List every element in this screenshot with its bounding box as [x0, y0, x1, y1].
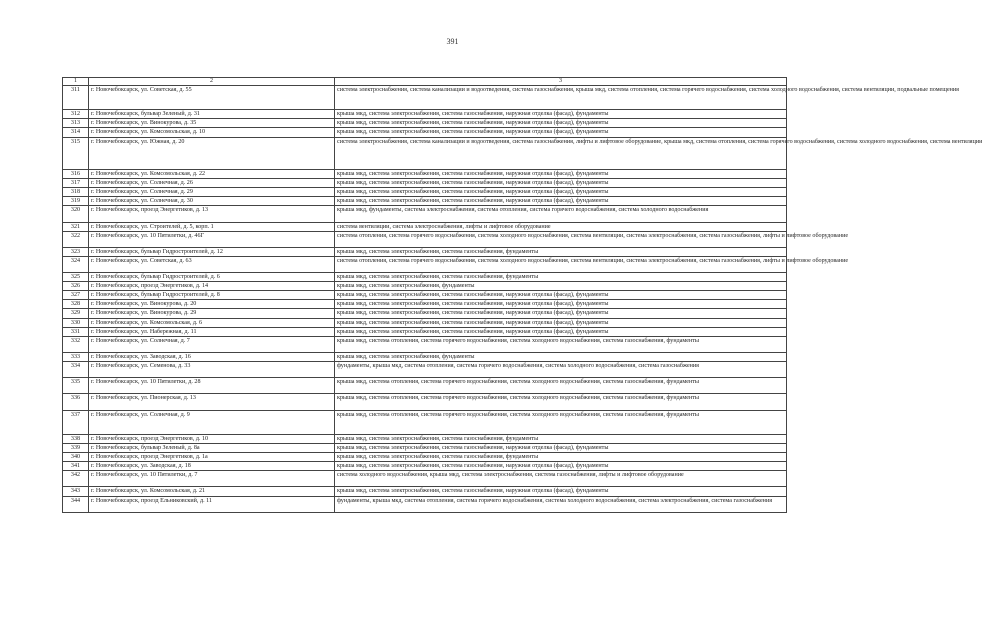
row-number: 341 — [63, 462, 89, 471]
row-works: крыша мкд, система отопления, система горячего водоснабжения, система холодного водоснабжения, система газоснабжения, фундаменты — [335, 394, 787, 410]
row-number: 338 — [63, 434, 89, 443]
row-address: г. Новочебоксарск, ул. Советская, д. 63 — [89, 256, 335, 272]
row-address: г. Новочебоксарск, проезд Энергетиков, д. 14 — [89, 282, 335, 291]
table-row — [63, 188, 787, 197]
row-works: крыша мкд, система электроснабжения, система газоснабжения, наружная отделка (фасад), фундаменты — [335, 291, 787, 300]
page-number: 391 — [446, 37, 459, 46]
table-body — [63, 86, 982, 513]
row-address: г. Новочебоксарск, проезд Энергетиков, д. 10 — [89, 434, 335, 443]
row-address: г. Новочебоксарск, ул. Заводская, д. 18 — [89, 462, 335, 471]
table-row — [63, 410, 787, 434]
table-row — [63, 128, 787, 137]
table-row — [63, 119, 787, 128]
row-address: г. Новочебоксарск, ул. Советская, д. 55 — [89, 86, 335, 110]
table-row — [63, 179, 787, 188]
table-row — [63, 462, 787, 471]
row-works: крыша мкд, система электроснабжения, система газоснабжения, наружная отделка (фасад), фундаменты — [335, 462, 787, 471]
row-number: 315 — [63, 137, 89, 169]
row-works: система холодного водоснабжения, крыша мкд, система электроснабжения, система газоснабжения, лифты и лифтовое оборудование — [335, 471, 787, 487]
row-works: крыша мкд, система электроснабжения, система газоснабжения, наружная отделка (фасад), фундаменты — [335, 188, 787, 197]
table-row — [63, 309, 787, 318]
header-col-1: 1 — [63, 78, 89, 86]
row-address: г. Новочебоксарск, ул. Комсомольская, д. 21 — [89, 487, 335, 496]
table-row — [63, 231, 787, 247]
header-col-3: 3 — [335, 78, 787, 86]
row-address: г. Новочебоксарск, ул. Винокурова, д. 35 — [89, 119, 335, 128]
table-row — [63, 247, 787, 256]
table-row — [63, 453, 787, 462]
row-address: г. Новочебоксарск, бульвар Зеленый, д. 31 — [89, 110, 335, 119]
row-address: г. Новочебоксарск, ул. Комсомольская, д. 6 — [89, 318, 335, 327]
row-number: 340 — [63, 453, 89, 462]
row-works: крыша мкд, система электроснабжения, система газоснабжения, наружная отделка (фасад), фундаменты — [335, 443, 787, 452]
table-row — [63, 197, 787, 206]
table-row — [63, 318, 787, 327]
row-works: крыша мкд, фундаменты, система электроснабжения, система отопления, система горячего водоснабжения, система холодного водоснабжения — [335, 206, 787, 222]
row-works: крыша мкд, система отопления, система горячего водоснабжения, система холодного водоснабжения, система газоснабжения, фундаменты — [335, 410, 787, 434]
row-number: 344 — [63, 496, 89, 512]
row-address: г. Новочебоксарск, ул. Комсомольская, д. 22 — [89, 169, 335, 178]
row-number: 321 — [63, 222, 89, 231]
row-number: 330 — [63, 318, 89, 327]
row-address: г. Новочебоксарск, ул. Винокурова, д. 20 — [89, 300, 335, 309]
row-number: 335 — [63, 378, 89, 394]
header-row — [63, 78, 787, 86]
row-number: 331 — [63, 327, 89, 336]
table-row — [63, 327, 787, 336]
row-works: крыша мкд, система электроснабжения, система газоснабжения, наружная отделка (фасад), фундаменты — [335, 197, 787, 206]
row-address: г. Новочебоксарск, ул. Южная, д. 20 — [89, 137, 335, 169]
row-address: г. Новочебоксарск, ул. Солнечная, д. 26 — [89, 179, 335, 188]
row-number: 318 — [63, 188, 89, 197]
row-address: г. Новочебоксарск, бульвар Зеленый, д. 8а — [89, 443, 335, 452]
table-row — [63, 362, 787, 378]
row-works: крыша мкд, система электроснабжения, система газоснабжения, наружная отделка (фасад), фундаменты — [335, 169, 787, 178]
row-address: г. Новочебоксарск, ул. Солнечная, д. 29 — [89, 188, 335, 197]
table-row — [63, 487, 787, 496]
row-works: фундаменты, крыша мкд, система отопления, система горячего водоснабжения, система холодного водоснабжения, система газоснабжения — [335, 362, 787, 378]
table-row — [63, 137, 787, 169]
table-row — [63, 434, 787, 443]
row-number: 336 — [63, 394, 89, 410]
row-number: 343 — [63, 487, 89, 496]
row-works: крыша мкд, система электроснабжения, система газоснабжения, наружная отделка (фасад), фундаменты — [335, 487, 787, 496]
row-works: крыша мкд, система электроснабжения, система газоснабжения, фундаменты — [335, 247, 787, 256]
row-number: 326 — [63, 282, 89, 291]
row-works: крыша мкд, система электроснабжения, система газоснабжения, наружная отделка (фасад), фундаменты — [335, 179, 787, 188]
table-row — [63, 206, 787, 222]
table-row — [63, 378, 787, 394]
row-number: 320 — [63, 206, 89, 222]
row-number: 314 — [63, 128, 89, 137]
row-address: г. Новочебоксарск, ул. Солнечная, д. 30 — [89, 197, 335, 206]
row-address: г. Новочебоксарск, ул. Заводская, д. 16 — [89, 352, 335, 361]
row-number: 339 — [63, 443, 89, 452]
row-number: 313 — [63, 119, 89, 128]
row-works: крыша мкд, система электроснабжения, фундаменты — [335, 352, 787, 361]
row-address: г. Новочебоксарск, ул. Пионерская, д. 13 — [89, 394, 335, 410]
table-row — [63, 443, 787, 452]
row-works: система вентиляции, система электроснабжения, лифты и лифтовое оборудование — [335, 222, 787, 231]
row-address: г. Новочебоксарск, ул. 10 Пятилетки, д. 46Г — [89, 231, 335, 247]
header-col-2: 2 — [89, 78, 335, 86]
row-number: 334 — [63, 362, 89, 378]
row-works: крыша мкд, система отопления, система горячего водоснабжения, система холодного водоснабжения, система газоснабжения, фундаменты — [335, 378, 787, 394]
row-address: г. Новочебоксарск, бульвар Гидростроителей, д. 8 — [89, 291, 335, 300]
table-row — [63, 222, 787, 231]
row-works: крыша мкд, система электроснабжения, система газоснабжения, фундаменты — [335, 434, 787, 443]
table-row — [63, 394, 787, 410]
row-address: г. Новочебоксарск, ул. Семенова, д. 33 — [89, 362, 335, 378]
row-works: крыша мкд, система электроснабжения, система газоснабжения, фундаменты — [335, 273, 787, 282]
row-number: 337 — [63, 410, 89, 434]
row-address: г. Новочебоксарск, проезд Энергетиков, д. 1а — [89, 453, 335, 462]
row-address: г. Новочебоксарск, ул. Комсомольская, д. 10 — [89, 128, 335, 137]
row-number: 324 — [63, 256, 89, 272]
table-row — [63, 471, 787, 487]
row-works: крыша мкд, система электроснабжения, система газоснабжения, наружная отделка (фасад), фундаменты — [335, 300, 787, 309]
row-number: 322 — [63, 231, 89, 247]
row-works: крыша мкд, система электроснабжения, система газоснабжения, наружная отделка (фасад), фундаменты — [335, 318, 787, 327]
row-address: г. Новочебоксарск, ул. Строителей, д. 5, корп. 1 — [89, 222, 335, 231]
row-works: крыша мкд, система отопления, система горячего водоснабжения, система холодного водоснабжения, система газоснабжения, фундаменты — [335, 336, 787, 352]
row-works: крыша мкд, система электроснабжения, система газоснабжения, наружная отделка (фасад), фундаменты — [335, 309, 787, 318]
table-row — [63, 352, 787, 361]
table-row — [63, 282, 787, 291]
row-address: г. Новочебоксарск, ул. Набережная, д. 11 — [89, 327, 335, 336]
row-address: г. Новочебоксарск, проезд Энергетиков, д. 13 — [89, 206, 335, 222]
row-works: крыша мкд, система электроснабжения, система газоснабжения, наружная отделка (фасад), фундаменты — [335, 128, 787, 137]
registry-table — [62, 77, 982, 513]
table-row — [63, 300, 787, 309]
row-works: фундаменты, крыша мкд, система отопления, система горячего водоснабжения, система холодного водоснабжения, система электроснабжения, система газоснабжения — [335, 496, 787, 512]
table-row — [63, 169, 787, 178]
table-row — [63, 336, 787, 352]
table-row — [63, 496, 787, 512]
row-number: 332 — [63, 336, 89, 352]
row-number: 317 — [63, 179, 89, 188]
row-works: крыша мкд, система электроснабжения, фундаменты — [335, 282, 787, 291]
row-address: г. Новочебоксарск, ул. Солнечная, д. 9 — [89, 410, 335, 434]
row-works: система электроснабжения, система канализации и водоотведения, система газоснабжения, лифты и лифтовое оборудование, крыша мкд, система отопления, система горячего водоснабжения, система холодного водоснабжения, система вентиляции — [335, 137, 787, 169]
row-address: г. Новочебоксарск, проезд Ельниковский, д. 11 — [89, 496, 335, 512]
row-number: 323 — [63, 247, 89, 256]
row-number: 325 — [63, 273, 89, 282]
table-row — [63, 273, 787, 282]
row-number: 333 — [63, 352, 89, 361]
row-address: г. Новочебоксарск, ул. Винокурова, д. 29 — [89, 309, 335, 318]
row-number: 311 — [63, 86, 89, 110]
row-works: крыша мкд, система электроснабжения, система газоснабжения, наружная отделка (фасад), фундаменты — [335, 119, 787, 128]
row-address: г. Новочебоксарск, ул. 10 Пятилетки, д. 7 — [89, 471, 335, 487]
row-address: г. Новочебоксарск, ул. Солнечная, д. 7 — [89, 336, 335, 352]
row-works: крыша мкд, система электроснабжения, система газоснабжения, фундаменты — [335, 453, 787, 462]
table-row — [63, 110, 787, 119]
row-address: г. Новочебоксарск, бульвар Гидростроителей, д. 12 — [89, 247, 335, 256]
row-address: г. Новочебоксарск, ул. 10 Пятилетки, д. 28 — [89, 378, 335, 394]
row-address: г. Новочебоксарск, бульвар Гидростроителей, д. 6 — [89, 273, 335, 282]
row-number: 319 — [63, 197, 89, 206]
table-row — [63, 256, 787, 272]
table-row — [63, 291, 787, 300]
row-number: 342 — [63, 471, 89, 487]
row-number: 328 — [63, 300, 89, 309]
table-row — [63, 86, 787, 110]
row-number: 329 — [63, 309, 89, 318]
row-works: крыша мкд, система электроснабжения, система газоснабжения, наружная отделка (фасад), фундаменты — [335, 327, 787, 336]
row-works: система отопления, система горячего водоснабжения, система холодного водоснабжения, система вентиляции, система электроснабжения, система газоснабжения, лифты и лифтовое оборудование — [335, 256, 787, 272]
row-number: 327 — [63, 291, 89, 300]
row-works: система электроснабжения, система канализации и водоотведения, система газоснабжения, крыша мкд, система отопления, система горячего водоснабжения, система холодного водоснабжения, система вентиляции, подвальные помещения — [335, 86, 787, 110]
row-works: крыша мкд, система электроснабжения, система газоснабжения, наружная отделка (фасад), фундаменты — [335, 110, 787, 119]
table-header — [63, 78, 787, 86]
row-number: 316 — [63, 169, 89, 178]
row-number: 312 — [63, 110, 89, 119]
row-works: система отопления, система горячего водоснабжения, система холодного водоснабжения, система вентиляции, система электроснабжения, система газоснабжения, лифты и лифтовое оборудование — [335, 231, 787, 247]
